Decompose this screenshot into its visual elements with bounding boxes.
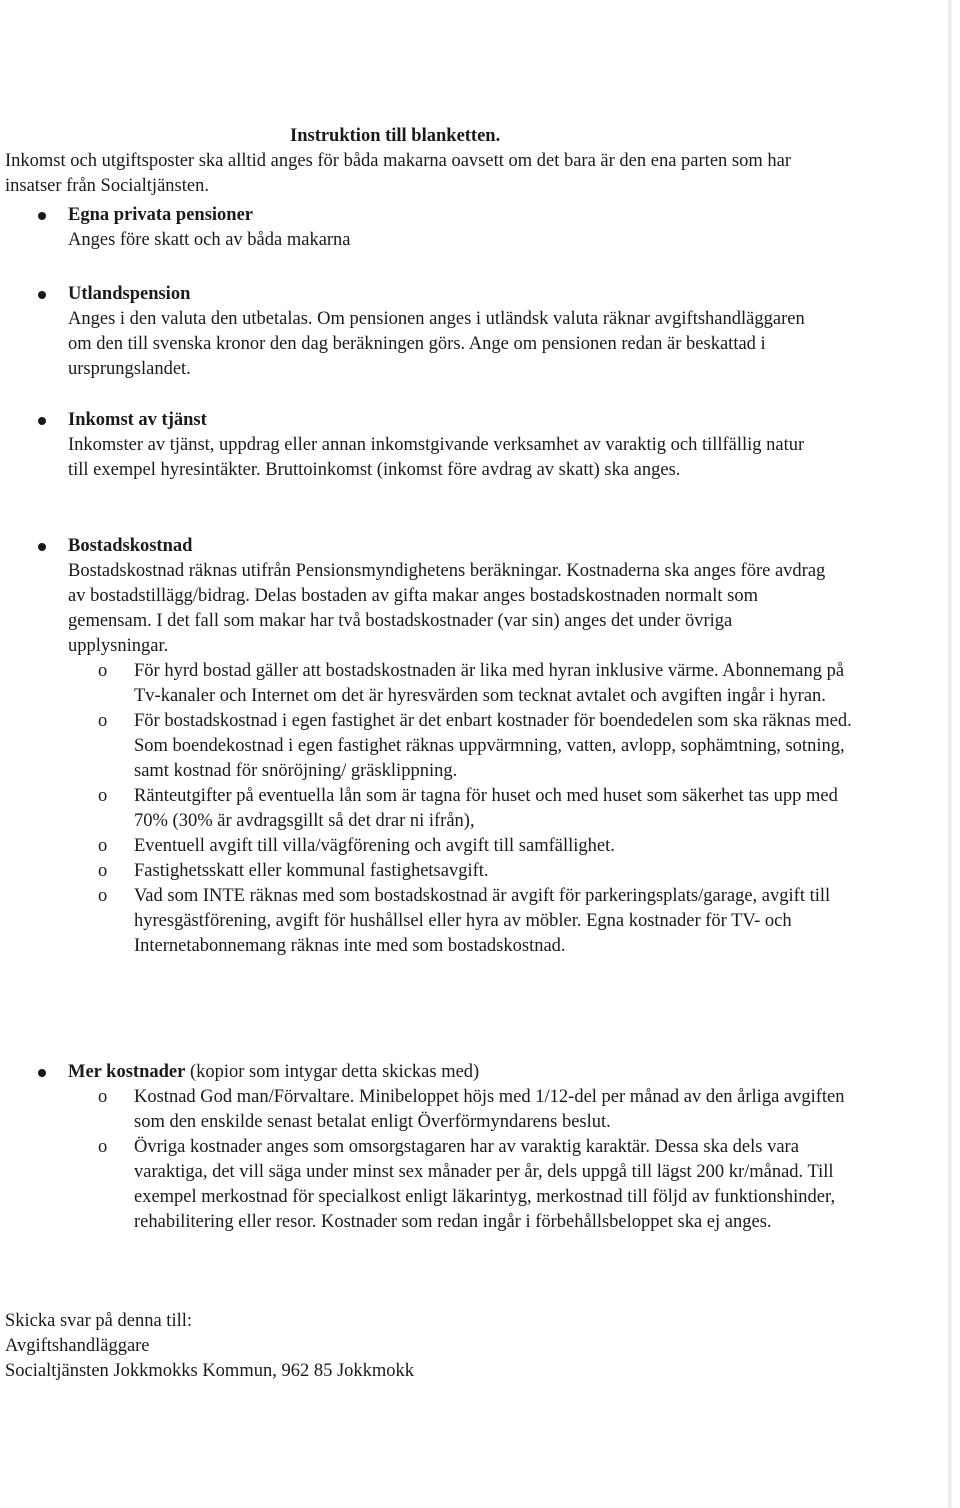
- bullet-icon: [38, 417, 46, 425]
- sub-marker: o: [98, 836, 108, 856]
- section-text: Inkomster av tjänst, uppdrag eller annan inkomstgivande verksamhet av varaktig och tillfällig natur till exempel hyresintäkter. Bruttoinkomst (inkomst före avdrag av skatt) ska anges.: [68, 435, 805, 480]
- sub-marker: o: [98, 1137, 108, 1157]
- section-own-pensions: [38, 203, 838, 253]
- section-more-costs: [38, 1060, 858, 1235]
- section-heading: Inkomst av tjänst: [68, 410, 207, 430]
- list-item: o Eventuell avgift till villa/vägförening och avgift till samfällighet.: [38, 834, 854, 859]
- document-title: Instruktion till blanketten.: [290, 126, 501, 146]
- section-housing-cost: [38, 534, 858, 959]
- sub-marker: o: [98, 711, 108, 731]
- section-heading: Bostadskostnad: [68, 536, 193, 556]
- section-text: Anges i den valuta den utbetalas. Om pensionen anges i utländsk valuta räknar avgiftshandläggaren om den till svenska kronor den dag beräkningen görs. Ange om pensionen redan är beskattad i ursprungslandet.: [68, 309, 805, 379]
- list-item: o För hyrd bostad gäller att bostadskostnaden är lika med hyran inklusive värme. Abonnemang på Tv-kanaler och Internet om det är hyresvärden som tecknat avtalet och avgiften ingår i hyran.: [98, 661, 845, 706]
- bullet-icon: [38, 212, 46, 220]
- housing-cost-list: [38, 659, 858, 959]
- list-item: o Kostnad God man/Förvaltare. Minibeloppet höjs med 1/12-del per månad av den årliga avgiften som den enskilde senast betalat enligt Överförmyndarens beslut.: [98, 1087, 845, 1132]
- bullet-icon: [38, 543, 46, 551]
- section-text: Anges före skatt och av båda makarna: [68, 230, 351, 250]
- scan-edge: [948, 0, 952, 1508]
- more-costs-list: [38, 1085, 858, 1235]
- sub-marker: o: [98, 661, 108, 681]
- list-item: o Övriga kostnader anges som omsorgstagaren har av varaktig karaktär. Dessa ska dels vara varaktiga, det vill säga under minst sex månader per år, dels uppgå till lägst 200 kr/månad. Till exempel merkostnad för specialkost enligt läkarintyg, merkostnad till följd av funktionshinder, rehabilitering eller resor. Kostnader som redan ingår i förbehållsbeloppet ska ej anges.: [98, 1137, 836, 1232]
- list-item: o För bostadskostnad i egen fastighet är det enbart kostnader för boendedelen som ska räknas med. Som boendekostnad i egen fastighet räknas uppvärmning, vatten, avlopp, sophämtning, sotning, samt kostnad för snöröjning/ gräsklippning.: [98, 711, 852, 781]
- section-heading: Egna privata pensioner: [68, 205, 254, 225]
- footer-send-to: Skicka svar på denna till:: [5, 1311, 193, 1331]
- list-item: o Ränteutgifter på eventuella lån som är tagna för huset och med huset som säkerhet tas upp med 70% (30% är avdragsgillt så det drar ni ifrån),: [98, 786, 838, 831]
- bullet-icon: [38, 1069, 46, 1077]
- bullet-icon: [38, 291, 46, 299]
- intro-paragraph: Inkomst och utgiftsposter ska alltid anges för båda makarna oavsett om det bara är den ena parten som har insatser från Socialtjänsten.: [5, 151, 791, 196]
- sub-marker: o: [98, 886, 108, 906]
- contact-footer: [5, 1309, 414, 1384]
- list-item: o Vad som INTE räknas med som bostadskostnad är avgift för parkeringsplats/garage, avgift till hyresgästförening, avgift för hushållsel eller hyra av möbler. Egna kostnader för TV- och Internetabonnemang räknas inte med som bostadskostnad.: [98, 886, 831, 956]
- section-heading-suffix: (kopior som intygar detta skickas med): [185, 1062, 480, 1082]
- section-heading: Mer kostnader (kopior som intygar detta skickas med): [68, 1062, 480, 1082]
- section-foreign-pension: [38, 282, 838, 382]
- section-employment-income: [38, 408, 838, 483]
- footer-address: Socialtjänsten Jokkmokks Kommun, 962 85 Jokkmokk: [5, 1361, 415, 1381]
- section-heading: Utlandspension: [68, 284, 191, 304]
- sub-marker: o: [98, 861, 108, 881]
- footer-recipient: Avgiftshandläggare: [5, 1336, 150, 1356]
- section-text: Bostadskostnad räknas utifrån Pensionsmyndighetens beräkningar. Kostnaderna ska anges före avdrag av bostadstillägg/bidrag. Delas bostaden av gifta makar anges bostadskostnaden normalt som gemensam. I det fall som makar har två bostadskostnader (var sin) anges det under övriga upplysningar.: [68, 561, 826, 656]
- sub-marker: o: [98, 1087, 108, 1107]
- list-item: o Fastighetsskatt eller kommunal fastighetsavgift.: [38, 859, 854, 884]
- sub-marker: o: [98, 786, 108, 806]
